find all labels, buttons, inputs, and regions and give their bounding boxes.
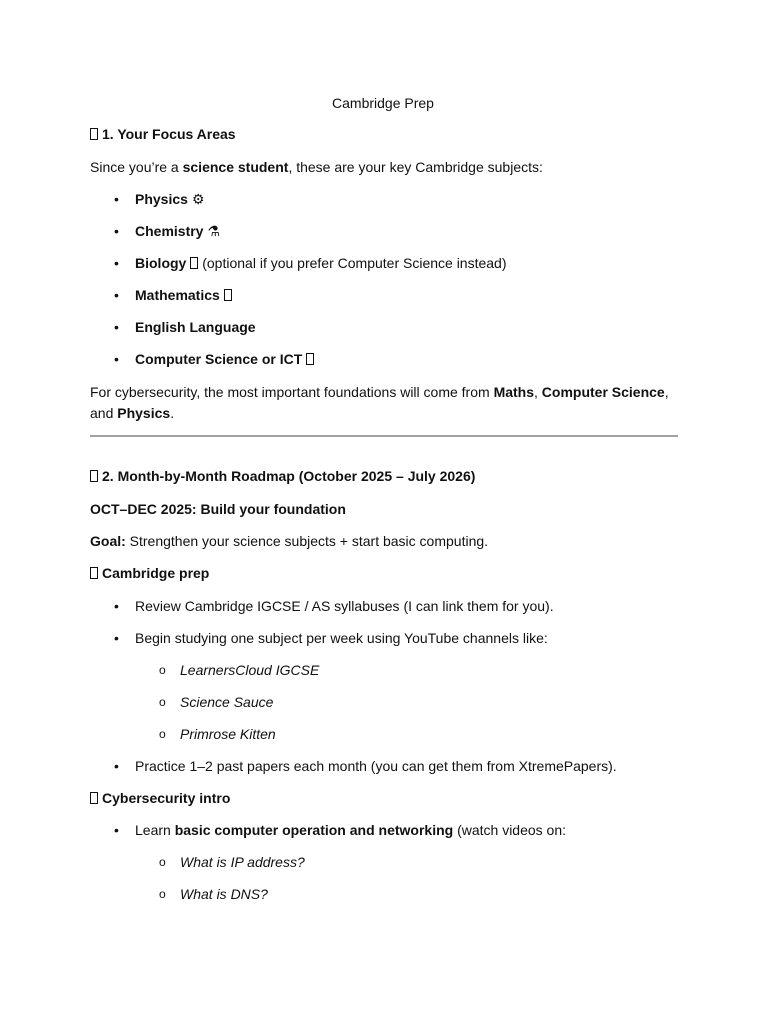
- alembic-icon: ⚗: [207, 223, 220, 239]
- document-page: [90, 0, 680, 1024]
- sub-bullet-marker: o: [159, 887, 166, 901]
- horizontal-rule: [90, 435, 678, 437]
- bullet-marker: •: [114, 630, 119, 646]
- subject-item-physics: [135, 190, 204, 208]
- section1-intro: [90, 158, 543, 176]
- cyber-intro-heading-text: Cybersecurity intro: [102, 790, 231, 806]
- list-item: Begin studying one subject per week using YouTube channels like:: [135, 630, 548, 646]
- cyber-topic-item: What is DNS?: [180, 886, 268, 902]
- sub-bullet-marker: o: [159, 695, 166, 709]
- section1-heading: [90, 125, 236, 143]
- section2-heading: [90, 467, 475, 485]
- summary-and: and: [90, 405, 118, 421]
- bullet-marker: •: [114, 223, 119, 239]
- summary-comma: ,: [664, 384, 669, 400]
- intro-prefix: Since you’re a: [90, 159, 183, 175]
- section2-heading-text: 2. Month-by-Month Roadmap (October 2025 – July 2026): [102, 468, 476, 484]
- gear-icon: ⚙: [191, 191, 205, 207]
- sub-bullet-marker: o: [159, 663, 166, 677]
- cyber-intro-heading: [90, 789, 230, 807]
- bullet-marker: •: [114, 351, 119, 367]
- summary-physics: Physics: [117, 405, 171, 421]
- sub-bullet-marker: o: [159, 855, 166, 869]
- bullet-marker: •: [114, 319, 119, 335]
- section1-heading-text: 1. Your Focus Areas: [102, 126, 236, 142]
- bullet-marker: •: [114, 598, 119, 614]
- subject-item-computer-science: [135, 350, 314, 368]
- summary-cs: Computer Science: [541, 384, 665, 400]
- cyber-item-prefix: Learn: [135, 822, 175, 838]
- intro-suffix: , these are your key Cambridge subjects:: [288, 159, 543, 175]
- sub-bullet-marker: o: [159, 727, 166, 741]
- subject-label: English Language: [135, 319, 256, 335]
- channel-item: LearnersCloud IGCSE: [180, 662, 320, 678]
- list-item: Review Cambridge IGCSE / AS syllabuses (I can link them for you).: [135, 598, 554, 614]
- subject-item-mathematics: [135, 286, 232, 304]
- subject-item-chemistry: [135, 222, 220, 240]
- summary-maths: Maths: [493, 384, 535, 400]
- subject-label: Mathematics: [135, 287, 220, 303]
- subject-label: Physics: [135, 191, 188, 207]
- bullet-marker: •: [114, 191, 119, 207]
- cambridge-prep-heading-text: Cambridge prep: [102, 565, 210, 581]
- cyber-topic-item: What is IP address?: [180, 854, 305, 870]
- cambridge-prep-heading: [90, 564, 209, 582]
- subject-label: Chemistry: [135, 223, 204, 239]
- cyber-item-bold: basic computer operation and networking: [174, 822, 454, 838]
- summary-prefix: For cybersecurity, the most important foundations will come from: [90, 384, 494, 400]
- summary-end: .: [170, 405, 175, 421]
- emoji-placeholder-icon: [90, 792, 98, 804]
- emoji-placeholder-icon: [90, 470, 98, 482]
- bullet-marker: •: [114, 822, 119, 838]
- channel-item: Primrose Kitten: [180, 726, 276, 742]
- section1-summary-line1: [90, 383, 669, 401]
- goal-text: Strengthen your science subjects + start basic computing.: [125, 533, 489, 549]
- subject-item-english: [135, 318, 256, 336]
- goal-label: Goal:: [90, 533, 126, 549]
- section1-summary-line2: [90, 404, 174, 422]
- subject-item-biology: [135, 254, 507, 272]
- emoji-placeholder-icon: [190, 257, 198, 269]
- emoji-placeholder-icon: [306, 353, 314, 365]
- summary-sep: ,: [534, 384, 542, 400]
- intro-bold: science student: [182, 159, 289, 175]
- document-title: Cambridge Prep: [332, 95, 434, 111]
- bullet-marker: •: [114, 255, 119, 271]
- cyber-item-suffix: (watch videos on:: [453, 822, 567, 838]
- list-item: [135, 821, 566, 839]
- subject-note: (optional if you prefer Computer Science instead): [202, 255, 507, 271]
- subject-label: Biology: [135, 255, 187, 271]
- emoji-placeholder-icon: [224, 289, 232, 301]
- emoji-placeholder-icon: [90, 128, 98, 140]
- bullet-marker: •: [114, 758, 119, 774]
- emoji-placeholder-icon: [90, 567, 98, 579]
- period-heading: OCT–DEC 2025: Build your foundation: [90, 501, 346, 517]
- goal-line: [90, 532, 488, 550]
- subject-label: Computer Science or ICT: [135, 351, 303, 367]
- bullet-marker: •: [114, 287, 119, 303]
- list-item: Practice 1–2 past papers each month (you can get them from XtremePapers).: [135, 758, 617, 774]
- channel-item: Science Sauce: [180, 694, 274, 710]
